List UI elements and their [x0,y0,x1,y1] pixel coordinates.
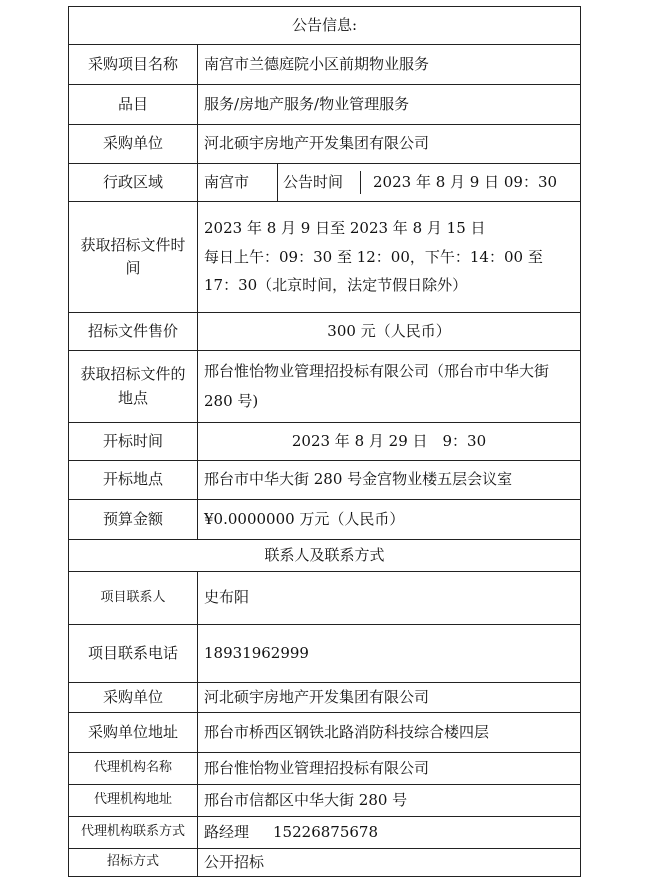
table-row [69,125,581,164]
agency-address-value: 邢台市信都区中华大街 280 号 [198,785,581,817]
contact-purchaser-value: 河北硕宇房地产开发集团有限公司 [198,683,581,713]
table-row [69,713,581,753]
table-row [69,461,581,500]
open-place-label: 开标地点 [69,461,198,500]
table-row [69,85,581,125]
contact-header-row [69,540,581,572]
publish-time-label: 公告时间 [278,171,361,194]
table-row [69,683,581,713]
bid-method-value: 公开招标 [198,849,581,877]
region-value: 南宫市 [198,164,278,202]
agency-name-value: 邢台惟怡物业管理招投标有限公司 [198,753,581,785]
agency-name-label: 代理机构名称 [69,753,198,785]
purchaser-address-label: 采购单位地址 [69,713,198,753]
budget-value: ¥0.0000000 万元（人民币） [198,500,581,540]
obtain-date-range: 2023 年 8 月 9 日至 2023 年 8 月 15 日 [204,219,486,238]
table-row [69,572,581,625]
project-phone-value: 18931962999 [198,625,581,683]
contact-header: 联系人及联系方式 [69,540,581,572]
table-row [69,313,581,351]
header-row [69,7,581,45]
project-contact-label: 项目联系人 [69,572,198,625]
table-row [69,753,581,785]
project-name-label: 采购项目名称 [69,45,198,85]
project-phone-label: 项目联系电话 [69,625,198,683]
budget-label: 预算金额 [69,500,198,540]
price-value: 300 元（人民币） [198,313,581,351]
agency-contact-name: 路经理 [204,822,250,841]
purchaser-label: 采购单位 [69,125,198,164]
announcement-header: 公告信息: [69,7,581,45]
announcement-table [68,6,581,877]
contact-purchaser-label: 采购单位 [69,683,198,713]
table-row [69,817,581,849]
obtain-place-value: 邢台惟怡物业管理招投标有限公司（邢台市中华大街 280 号) [198,351,581,423]
price-label: 招标文件售价 [69,313,198,351]
table-row [69,849,581,877]
table-row [69,500,581,540]
project-contact-value: 史布阳 [198,572,581,625]
region-label: 行政区域 [69,164,198,202]
agency-address-label: 代理机构地址 [69,785,198,817]
table-row [69,45,581,85]
project-name-value: 南宫市兰德庭院小区前期物业服务 [198,45,581,85]
table-row [69,351,581,423]
obtain-daily-hours: 每日上午：09：30 至 12：00，下午：14：00 至 17：30（北京时间，法定节假日除外） [204,247,543,295]
open-place-value: 邢台市中华大街 280 号金宫物业楼五层会议室 [198,461,581,500]
table-row [69,164,581,202]
publish-time-value: 2023 年 8 月 9 日 09：30 [373,172,558,191]
open-time-label: 开标时间 [69,423,198,461]
table-row [69,202,581,313]
obtain-place-label: 获取招标文件的地点 [69,351,198,423]
table-row [69,625,581,683]
category-label: 品目 [69,85,198,125]
purchaser-address-value: 邢台市桥西区钢铁北路消防科技综合楼四层 [198,713,581,753]
table-row [69,785,581,817]
table-row [69,423,581,461]
agency-contact-label: 代理机构联系方式 [69,817,198,849]
category-value: 服务/房地产服务/物业管理服务 [198,85,581,125]
bid-method-label: 招标方式 [69,849,198,877]
purchaser-value: 河北硕宇房地产开发集团有限公司 [198,125,581,164]
obtain-time-label: 获取招标文件时间 [69,202,198,313]
agency-contact-phone: 15226875678 [273,822,378,841]
open-time-value: 2023 年 8 月 29 日 9：30 [198,423,581,461]
